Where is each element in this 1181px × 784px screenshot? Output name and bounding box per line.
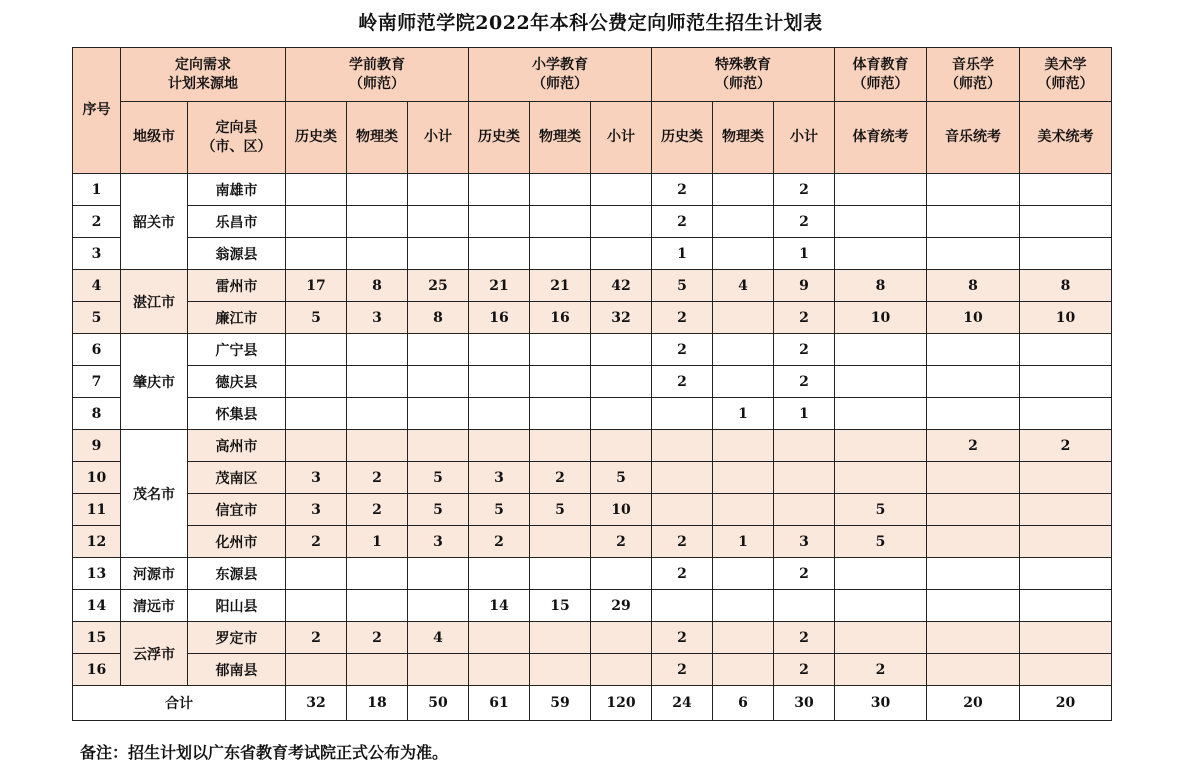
county-cell: 廉江市 [188, 302, 286, 334]
value-cell [713, 590, 774, 622]
value-cell [469, 654, 530, 686]
value-cell [286, 366, 347, 398]
value-cell [408, 334, 469, 366]
value-cell [835, 366, 927, 398]
value-cell: 17 [286, 270, 347, 302]
value-cell [1020, 462, 1112, 494]
value-cell [347, 238, 408, 270]
seq-cell: 4 [73, 270, 121, 302]
value-cell [1020, 590, 1112, 622]
value-cell [591, 334, 652, 366]
seq-cell: 5 [73, 302, 121, 334]
table-row [73, 174, 1112, 206]
value-cell [347, 206, 408, 238]
value-cell [530, 654, 591, 686]
value-cell: 2 [652, 526, 713, 558]
value-cell [1020, 654, 1112, 686]
value-cell: 8 [347, 270, 408, 302]
table-row [73, 558, 1112, 590]
total-row [73, 686, 1112, 721]
value-cell [835, 398, 927, 430]
value-cell: 14 [469, 590, 530, 622]
value-cell [469, 238, 530, 270]
value-cell: 10 [835, 302, 927, 334]
value-cell [713, 206, 774, 238]
value-cell: 2 [774, 654, 835, 686]
table-row [73, 462, 1112, 494]
value-cell [713, 558, 774, 590]
seq-cell: 2 [73, 206, 121, 238]
value-cell: 2 [774, 206, 835, 238]
value-cell: 2 [652, 366, 713, 398]
header-city: 地级市 [121, 102, 188, 174]
table-row [73, 526, 1112, 558]
value-cell: 2 [835, 654, 927, 686]
value-cell [591, 398, 652, 430]
header-fine-arts: 美术学 （师范） [1020, 48, 1112, 102]
total-value-cell: 120 [591, 686, 652, 721]
value-cell [530, 558, 591, 590]
value-cell: 2 [652, 206, 713, 238]
value-cell: 2 [652, 174, 713, 206]
value-cell [1020, 366, 1112, 398]
header-history: 历史类 [652, 102, 713, 174]
value-cell: 8 [1020, 270, 1112, 302]
value-cell: 2 [774, 366, 835, 398]
value-cell: 3 [408, 526, 469, 558]
value-cell [286, 654, 347, 686]
header-demand-source: 定向需求 计划来源地 [121, 48, 286, 102]
value-cell [713, 654, 774, 686]
seq-cell: 10 [73, 462, 121, 494]
county-cell: 化州市 [188, 526, 286, 558]
value-cell: 2 [347, 494, 408, 526]
value-cell: 8 [408, 302, 469, 334]
value-cell: 2 [347, 622, 408, 654]
value-cell [927, 334, 1020, 366]
header-pe-exam: 体育统考 [835, 102, 927, 174]
header-physics: 物理类 [530, 102, 591, 174]
value-cell [408, 366, 469, 398]
value-cell [713, 302, 774, 334]
value-cell [469, 398, 530, 430]
value-cell: 2 [591, 526, 652, 558]
county-cell: 高州市 [188, 430, 286, 462]
city-cell: 河源市 [121, 558, 188, 590]
value-cell [1020, 558, 1112, 590]
value-cell [713, 430, 774, 462]
value-cell: 1 [713, 398, 774, 430]
value-cell [347, 334, 408, 366]
county-cell: 茂南区 [188, 462, 286, 494]
value-cell: 5 [408, 462, 469, 494]
county-cell: 雷州市 [188, 270, 286, 302]
value-cell [1020, 526, 1112, 558]
value-cell [347, 558, 408, 590]
value-cell [347, 366, 408, 398]
value-cell: 10 [591, 494, 652, 526]
value-cell [713, 174, 774, 206]
value-cell: 2 [652, 558, 713, 590]
value-cell [835, 558, 927, 590]
value-cell: 2 [286, 622, 347, 654]
total-value-cell: 24 [652, 686, 713, 721]
value-cell [713, 622, 774, 654]
value-cell: 2 [652, 654, 713, 686]
value-cell [530, 526, 591, 558]
value-cell [927, 206, 1020, 238]
value-cell: 32 [591, 302, 652, 334]
header-preschool-education: 学前教育 （师范） [286, 48, 469, 102]
value-cell: 8 [835, 270, 927, 302]
value-cell: 1 [774, 398, 835, 430]
header-county: 定向县 （市、区） [188, 102, 286, 174]
county-cell: 东源县 [188, 558, 286, 590]
value-cell [408, 398, 469, 430]
county-cell: 广宁县 [188, 334, 286, 366]
value-cell [835, 174, 927, 206]
value-cell [286, 206, 347, 238]
value-cell [286, 558, 347, 590]
county-cell: 南雄市 [188, 174, 286, 206]
value-cell: 29 [591, 590, 652, 622]
county-cell: 怀集县 [188, 398, 286, 430]
value-cell [347, 430, 408, 462]
value-cell [408, 558, 469, 590]
value-cell: 2 [530, 462, 591, 494]
city-cell: 肇庆市 [121, 334, 188, 430]
value-cell [408, 206, 469, 238]
value-cell [927, 590, 1020, 622]
value-cell: 10 [927, 302, 1020, 334]
value-cell: 2 [774, 174, 835, 206]
value-cell: 2 [652, 302, 713, 334]
table-row [73, 398, 1112, 430]
value-cell: 2 [774, 558, 835, 590]
value-cell [469, 430, 530, 462]
value-cell [408, 590, 469, 622]
value-cell [774, 590, 835, 622]
page-title: 岭南师范学院2022年本科公费定向师范生招生计划表 [358, 12, 823, 34]
table-row [73, 206, 1112, 238]
header-seq: 序号 [73, 48, 121, 174]
seq-cell: 8 [73, 398, 121, 430]
value-cell [530, 366, 591, 398]
value-cell [835, 430, 927, 462]
value-cell [530, 238, 591, 270]
value-cell: 5 [835, 526, 927, 558]
seq-cell: 9 [73, 430, 121, 462]
value-cell [469, 174, 530, 206]
value-cell [1020, 174, 1112, 206]
table-row [73, 238, 1112, 270]
value-cell [591, 430, 652, 462]
value-cell [927, 366, 1020, 398]
header-physics: 物理类 [713, 102, 774, 174]
value-cell [286, 430, 347, 462]
value-cell [713, 494, 774, 526]
value-cell: 5 [652, 270, 713, 302]
value-cell [927, 654, 1020, 686]
value-cell [774, 494, 835, 526]
city-cell: 韶关市 [121, 174, 188, 270]
city-cell: 清远市 [121, 590, 188, 622]
total-value-cell: 50 [408, 686, 469, 721]
value-cell: 2 [1020, 430, 1112, 462]
value-cell: 15 [530, 590, 591, 622]
county-cell: 阳山县 [188, 590, 286, 622]
seq-cell: 1 [73, 174, 121, 206]
value-cell [469, 334, 530, 366]
value-cell [927, 494, 1020, 526]
value-cell: 5 [591, 462, 652, 494]
table-row [73, 654, 1112, 686]
value-cell [927, 622, 1020, 654]
value-cell: 1 [713, 526, 774, 558]
county-cell: 信宜市 [188, 494, 286, 526]
header-history: 历史类 [469, 102, 530, 174]
total-value-cell: 61 [469, 686, 530, 721]
total-value-cell: 20 [927, 686, 1020, 721]
value-cell [713, 238, 774, 270]
value-cell [286, 174, 347, 206]
value-cell: 5 [530, 494, 591, 526]
header-primary-education: 小学教育 （师范） [469, 48, 652, 102]
table-row [73, 590, 1112, 622]
value-cell: 8 [927, 270, 1020, 302]
seq-cell: 14 [73, 590, 121, 622]
header-art-exam: 美术统考 [1020, 102, 1112, 174]
value-cell [469, 366, 530, 398]
value-cell [652, 494, 713, 526]
value-cell: 3 [347, 302, 408, 334]
value-cell [1020, 622, 1112, 654]
value-cell [835, 622, 927, 654]
total-value-cell: 32 [286, 686, 347, 721]
value-cell: 16 [469, 302, 530, 334]
value-cell: 2 [469, 526, 530, 558]
value-cell: 2 [286, 526, 347, 558]
value-cell: 1 [652, 238, 713, 270]
value-cell: 3 [774, 526, 835, 558]
value-cell [408, 654, 469, 686]
value-cell [530, 206, 591, 238]
table-row [73, 334, 1112, 366]
seq-cell: 13 [73, 558, 121, 590]
total-label: 合计 [73, 686, 286, 721]
value-cell [835, 206, 927, 238]
seq-cell: 3 [73, 238, 121, 270]
value-cell [1020, 398, 1112, 430]
value-cell [591, 558, 652, 590]
total-value-cell: 59 [530, 686, 591, 721]
value-cell [1020, 238, 1112, 270]
enrollment-plan-table [72, 47, 1112, 721]
header-subtotal: 小计 [774, 102, 835, 174]
value-cell [530, 174, 591, 206]
footnote: 备注：招生计划以广东省教育考试院正式公布为准。 [80, 743, 449, 762]
county-cell: 德庆县 [188, 366, 286, 398]
city-cell: 云浮市 [121, 622, 188, 686]
value-cell: 3 [286, 462, 347, 494]
header-music-exam: 音乐统考 [927, 102, 1020, 174]
value-cell [591, 238, 652, 270]
value-cell [1020, 494, 1112, 526]
county-cell: 翁源县 [188, 238, 286, 270]
city-cell: 茂名市 [121, 430, 188, 558]
value-cell [591, 366, 652, 398]
value-cell [591, 654, 652, 686]
value-cell: 2 [652, 334, 713, 366]
header-subtotal: 小计 [591, 102, 652, 174]
value-cell: 16 [530, 302, 591, 334]
value-cell: 10 [1020, 302, 1112, 334]
header-music: 音乐学 （师范） [927, 48, 1020, 102]
value-cell: 3 [469, 462, 530, 494]
value-cell [408, 174, 469, 206]
value-cell: 2 [927, 430, 1020, 462]
value-cell [1020, 334, 1112, 366]
value-cell: 5 [469, 494, 530, 526]
value-cell: 2 [774, 302, 835, 334]
value-cell [713, 462, 774, 494]
city-cell: 湛江市 [121, 270, 188, 334]
value-cell [927, 558, 1020, 590]
value-cell [530, 430, 591, 462]
value-cell: 2 [774, 334, 835, 366]
value-cell [530, 398, 591, 430]
value-cell [927, 238, 1020, 270]
value-cell [286, 334, 347, 366]
value-cell [347, 398, 408, 430]
value-cell [286, 398, 347, 430]
total-value-cell: 6 [713, 686, 774, 721]
header-pe-education: 体育教育 （师范） [835, 48, 927, 102]
value-cell: 2 [347, 462, 408, 494]
seq-cell: 15 [73, 622, 121, 654]
value-cell [591, 174, 652, 206]
value-cell [927, 526, 1020, 558]
table-row [73, 430, 1112, 462]
value-cell [713, 334, 774, 366]
value-cell [835, 238, 927, 270]
header-subtotal: 小计 [408, 102, 469, 174]
value-cell [835, 462, 927, 494]
value-cell [927, 174, 1020, 206]
header-physics: 物理类 [347, 102, 408, 174]
value-cell [652, 462, 713, 494]
total-value-cell: 30 [774, 686, 835, 721]
value-cell: 21 [469, 270, 530, 302]
value-cell [927, 398, 1020, 430]
value-cell: 3 [286, 494, 347, 526]
seq-cell: 7 [73, 366, 121, 398]
value-cell [774, 430, 835, 462]
value-cell [652, 398, 713, 430]
county-cell: 乐昌市 [188, 206, 286, 238]
table-row [73, 302, 1112, 334]
county-cell: 郁南县 [188, 654, 286, 686]
value-cell [469, 206, 530, 238]
value-cell: 4 [408, 622, 469, 654]
value-cell: 1 [347, 526, 408, 558]
seq-cell: 12 [73, 526, 121, 558]
value-cell [774, 462, 835, 494]
total-value-cell: 30 [835, 686, 927, 721]
header-special-education: 特殊教育 （师范） [652, 48, 835, 102]
value-cell [927, 462, 1020, 494]
value-cell [286, 238, 347, 270]
county-cell: 罗定市 [188, 622, 286, 654]
value-cell: 5 [835, 494, 927, 526]
table-row [73, 494, 1112, 526]
value-cell [347, 174, 408, 206]
header-history: 历史类 [286, 102, 347, 174]
value-cell [469, 622, 530, 654]
value-cell [469, 558, 530, 590]
value-cell [408, 238, 469, 270]
total-value-cell: 18 [347, 686, 408, 721]
value-cell: 9 [774, 270, 835, 302]
value-cell: 5 [286, 302, 347, 334]
value-cell: 25 [408, 270, 469, 302]
value-cell: 1 [774, 238, 835, 270]
total-value-cell: 20 [1020, 686, 1112, 721]
value-cell: 4 [713, 270, 774, 302]
value-cell [835, 590, 927, 622]
value-cell [347, 654, 408, 686]
value-cell [408, 430, 469, 462]
value-cell [652, 430, 713, 462]
table-row [73, 366, 1112, 398]
value-cell: 21 [530, 270, 591, 302]
value-cell [713, 366, 774, 398]
value-cell [652, 590, 713, 622]
value-cell [591, 622, 652, 654]
value-cell [347, 590, 408, 622]
seq-cell: 16 [73, 654, 121, 686]
value-cell [1020, 206, 1112, 238]
value-cell [591, 206, 652, 238]
value-cell: 2 [652, 622, 713, 654]
value-cell [835, 334, 927, 366]
seq-cell: 11 [73, 494, 121, 526]
value-cell: 2 [774, 622, 835, 654]
value-cell [286, 590, 347, 622]
table-row [73, 622, 1112, 654]
value-cell [530, 622, 591, 654]
value-cell: 5 [408, 494, 469, 526]
value-cell: 42 [591, 270, 652, 302]
seq-cell: 6 [73, 334, 121, 366]
value-cell [530, 334, 591, 366]
table-row [73, 270, 1112, 302]
